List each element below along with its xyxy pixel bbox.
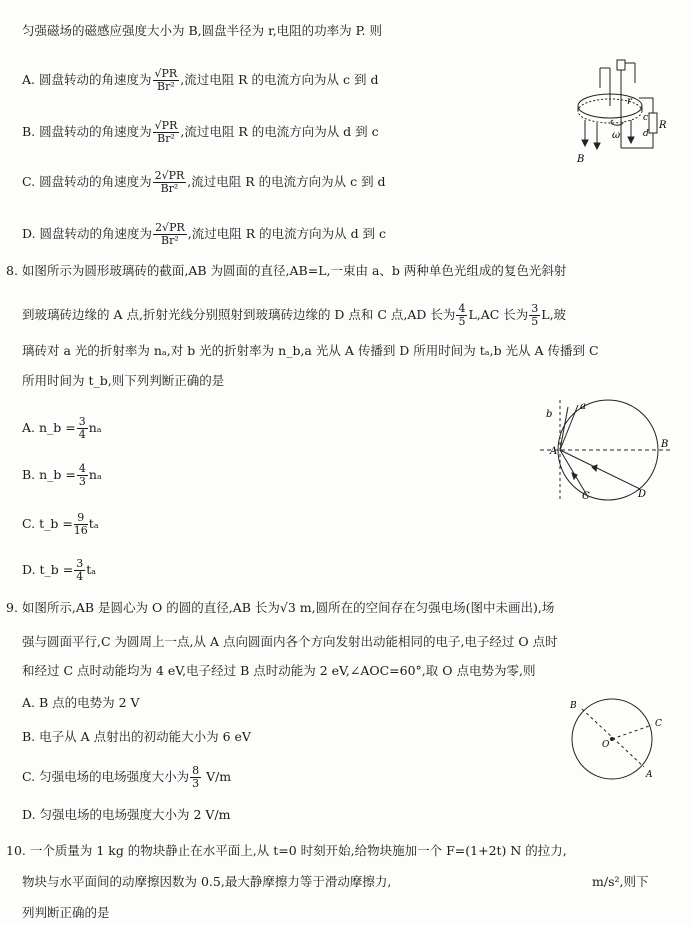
q7-option-label: C. — [22, 174, 36, 189]
fig-label-R: R — [659, 120, 667, 131]
q7-option-label: D. — [22, 226, 36, 241]
fraction-num: √PR — [154, 67, 178, 80]
q7-option-text: 圆盘转动的角速度为 — [39, 226, 153, 241]
fraction-num: 9 — [74, 512, 88, 525]
q7-option-text: ,流过电阻 R 的电流方向为从 c 到 d — [187, 174, 386, 189]
fraction-den: Br² — [157, 132, 175, 145]
fraction — [190, 765, 201, 790]
q9-option-unit: V/m — [206, 769, 232, 784]
fraction — [77, 416, 88, 441]
q7-option-label: B. — [22, 124, 36, 139]
q8-option-a — [22, 416, 102, 441]
fraction-num: 2√PR — [155, 221, 185, 234]
q8-option-text: nₐ — [88, 420, 102, 435]
fig-label-omega: ω — [612, 130, 621, 141]
q9-option-a: A. B 点的电势为 2 V — [22, 695, 140, 710]
q7-option-b — [22, 120, 379, 145]
q7-option-text: ,流过电阻 R 的电流方向为从 d 到 c — [187, 226, 387, 241]
fraction-den: Br² — [156, 80, 175, 93]
fraction — [153, 120, 180, 145]
q7-option-label: A. — [22, 72, 36, 87]
fig-label-C: C — [582, 491, 590, 502]
q9-line1: 9. 如图所示,AB 是圆心为 O 的圆的直径,AB 长为√3 m,圆所在的空间存在匀强电场(图中未画出),场 — [6, 600, 555, 615]
q8-line2 — [22, 303, 566, 328]
fig-label-A: A — [646, 770, 653, 780]
fig-label-c: c — [643, 113, 649, 123]
fraction-num: 8 — [192, 764, 200, 777]
fraction-den: 4 — [76, 570, 84, 583]
q7-option-text: ,流过电阻 R 的电流方向为从 c 到 d — [180, 72, 379, 87]
q9-option-c — [22, 765, 231, 790]
q8-option-b — [22, 463, 102, 488]
fig-label-a: a — [580, 401, 586, 412]
q10-line2a: 物块与水平面间的动摩擦因数为 0.5,最大静摩擦力等于滑动摩擦力, — [22, 874, 392, 889]
fraction-den: Br² — [161, 234, 179, 247]
fraction — [74, 512, 88, 537]
q8-option-text: tₐ — [88, 516, 99, 531]
fraction-den: Br² — [160, 182, 179, 195]
fig-label-B: B — [661, 439, 669, 450]
q8-option-label: B. n_b = — [22, 467, 76, 482]
fraction — [153, 170, 187, 195]
q7-option-a — [22, 68, 378, 93]
fraction-num: 4 — [458, 302, 466, 315]
fig-label-B: B — [570, 701, 577, 711]
fraction-den: 16 — [73, 524, 88, 537]
fraction-den: 3 — [78, 475, 86, 488]
fraction-num: 3 — [78, 415, 86, 428]
fig-label-A: A — [550, 446, 558, 457]
q8-line4: 所用时间为 t_b,则下列判断正确的是 — [22, 373, 225, 388]
q7-option-text: 圆盘转动的角速度为 — [39, 72, 152, 87]
q8-option-label: A. n_b = — [22, 420, 76, 435]
fig-label-C: C — [655, 719, 662, 729]
fig-label-r: r — [627, 96, 632, 107]
fig-label-B: B — [577, 154, 585, 165]
q7-option-c — [22, 170, 386, 195]
q8-option-text: tₐ — [86, 562, 97, 577]
q9-line3: 和经过 C 点时动能均为 4 eV,电子经过 B 点时动能为 2 eV,∠AOC=60°,取 O 点电势为零,则 — [22, 663, 536, 678]
q7-option-text: 圆盘转动的角速度为 — [39, 174, 152, 189]
q7-option-text: ,流过电阻 R 的电流方向为从 d 到 c — [180, 124, 379, 139]
fraction — [77, 463, 88, 488]
q8-option-d — [22, 558, 96, 583]
q9-option-d: D. 匀强电场的电场强度大小为 2 V/m — [22, 807, 231, 822]
q7-disk-figure — [565, 58, 675, 168]
fraction-num: 2√PR — [154, 169, 185, 182]
q10-line1: 10. 一个质量为 1 kg 的物块静止在水平面上,从 t=0 时刻开始,给物块施加一个 F=(1+2t) N 的拉力, — [6, 843, 567, 858]
q8-option-label: D. t_b = — [22, 562, 74, 577]
fig-label-O: O — [602, 740, 610, 750]
fraction-num: 4 — [78, 462, 86, 475]
q8-option-label: C. t_b = — [22, 516, 73, 531]
q8-text: 到玻璃砖边缘的 A 点,折射光线分别照射到玻璃砖边缘的 D 点和 C 点,AD 长为 — [22, 307, 456, 322]
fraction-num: 3 — [531, 302, 539, 315]
q8-option-c — [22, 512, 99, 537]
q8-text: L,玻 — [541, 307, 567, 322]
fraction — [456, 303, 467, 328]
q9-circle-figure — [562, 695, 672, 785]
q9-option-b: B. 电子从 A 点射出的初动能大小为 6 eV — [22, 729, 251, 744]
fig-label-d: d — [643, 129, 649, 139]
q8-line3: 璃砖对 a 光的折射率为 nₐ,对 b 光的折射率为 n_b,a 光从 A 传播到 D 所用时间为 tₐ,b 光从 A 传播到 C — [22, 343, 599, 358]
fig-label-b: b — [546, 409, 553, 420]
q7-option-d — [22, 222, 386, 247]
q8-glass-figure — [520, 395, 680, 505]
fraction — [153, 222, 187, 247]
q10-line2b: m/s²,则下 — [592, 874, 649, 889]
q7-option-text: 圆盘转动的角速度为 — [39, 124, 152, 139]
q9-option-text: C. 匀强电场的电场强度大小为 — [22, 769, 190, 784]
fig-label-D: D — [638, 489, 647, 500]
fraction-den: 4 — [78, 428, 86, 441]
fraction-den: 5 — [531, 315, 539, 328]
q8-text: L,AC 长为 — [468, 307, 529, 322]
fraction-den: 3 — [192, 777, 200, 790]
fraction-den: 5 — [458, 315, 466, 328]
fraction-num: √PR — [154, 119, 178, 132]
fraction — [529, 303, 540, 328]
q7-intro: 匀强磁场的磁感应强度大小为 B,圆盘半径为 r,电阻的功率为 P. 则 — [22, 23, 382, 38]
fraction-num: 3 — [76, 557, 84, 570]
fraction — [74, 558, 85, 583]
q10-line3: 列判断正确的是 — [22, 905, 110, 920]
q8-option-text: nₐ — [88, 467, 102, 482]
q9-line2: 强与圆面平行,C 为圆周上一点,从 A 点向圆面内各个方向发射出动能相同的电子,电子经过 O 点时 — [22, 634, 558, 649]
fraction — [153, 68, 180, 93]
q8-line1: 8. 如图所示为圆形玻璃砖的截面,AB 为圆面的直径,AB=L,一束由 a、b 两种单色光组成的复色光斜射 — [6, 263, 567, 278]
